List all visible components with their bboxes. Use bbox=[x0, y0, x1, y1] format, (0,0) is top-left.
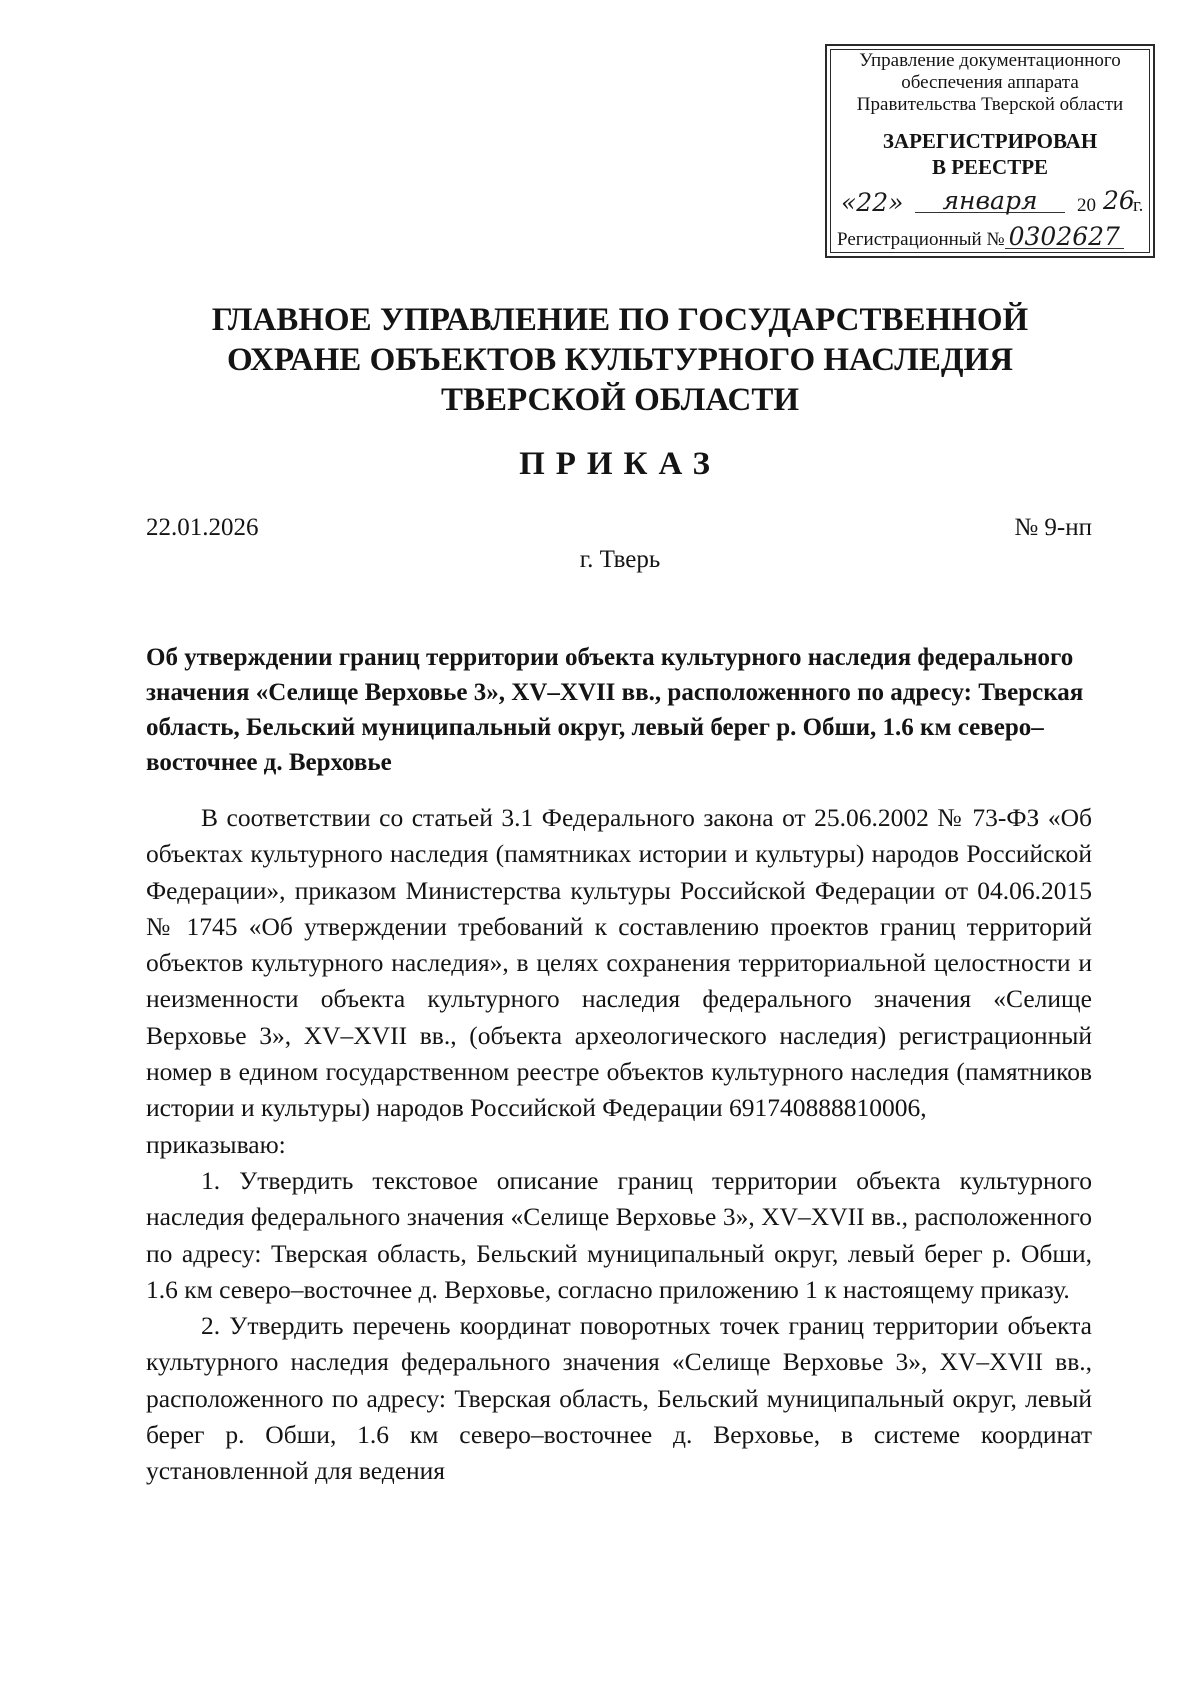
document-date: 22.01.2026 bbox=[146, 514, 259, 541]
stamp-organization bbox=[827, 50, 1153, 116]
document-type: ПРИКАЗ bbox=[519, 446, 721, 482]
stamp-number-value: 0302627 bbox=[1005, 226, 1124, 249]
stamp-registered-text bbox=[827, 128, 1153, 180]
stamp-registration-number bbox=[837, 222, 1143, 251]
document-city: г. Тверь bbox=[579, 546, 661, 573]
stamp-registered-line-2: В РЕЕСТРЕ bbox=[931, 155, 1049, 179]
body-order-word: приказываю: bbox=[146, 1129, 286, 1159]
agency-title-line-3: ТВЕРСКОЙ ОБЛАСТИ bbox=[440, 382, 800, 418]
stamp-org-line-3: Правительства Тверской области bbox=[856, 94, 1124, 115]
agency-title-line-1: ГЛАВНОЕ УПРАВЛЕНИЕ ПО ГОСУДАРСТВЕННОЙ bbox=[211, 302, 1029, 338]
body-item-1: 1. Утвердить текстовое описание границ территории объекта культурного наследия федерального значения «Селище Верховье 3», XV–XVII вв., расположенного по адресу: Тверская область, Бельский муниципальный округ, левый берег р. Обши, 1.6 км северо–восточнее д. Верховье, согласно приложению 1 к настоящему приказу. bbox=[146, 1165, 1092, 1304]
stamp-registered-line-1: ЗАРЕГИСТРИРОВАН bbox=[882, 129, 1098, 153]
agency-title-line-2: ОХРАНЕ ОБЪЕКТОВ КУЛЬТУРНОГО НАСЛЕДИЯ bbox=[226, 342, 1014, 378]
stamp-date bbox=[841, 186, 1144, 222]
document-number: № 9-нп bbox=[1014, 514, 1092, 541]
stamp-year-suffix: 26 bbox=[1103, 186, 1135, 215]
stamp-year-unit: г. bbox=[1133, 195, 1144, 216]
stamp-org-line-2: обеспечения аппарата bbox=[901, 72, 1079, 93]
stamp-year-prefix: 20 bbox=[1077, 195, 1096, 216]
body-preamble: В соответствии со статьей 3.1 Федерального закона от 25.06.2002 № 73-ФЗ «Об объектах культурного наследия (памятниках истории и культуры) народов Российской Федерации», приказом Министерства культуры Российской Федерации от 04.06.2015 № 1745 «Об утверждении требований к составлению проектов границ территорий объектов культурного наследия», в целях сохранения территориальной целостности и неизменности объекта культурного наследия федерального значения «Селище Верховье 3», XV–XVII вв., (объекта археологического наследия) регистрационный номер в едином государственном реестре объектов культурного наследия (памятников истории и культуры) народов Российской Федерации 691740888810006, bbox=[146, 803, 1092, 1123]
stamp-org-line-1: Управление документационного bbox=[859, 50, 1121, 71]
document-body bbox=[146, 800, 1092, 1490]
agency-title bbox=[130, 300, 1110, 420]
document-subject: Об утверждении границ территории объекта культурного наследия федерального значения «Селище Верховье 3», XV–XVII вв., расположенного по адресу: Тверская область, Бельский муниципальный округ, левый берег р. Обши, 1.6 км северо–восточнее д. Верховье bbox=[146, 644, 1084, 776]
registration-stamp bbox=[825, 44, 1155, 258]
body-item-2: 2. Утвердить перечень координат поворотных точек границ территории объекта культурного наследия федерального значения «Селище Верховье 3», XV–XVII вв., расположенного по адресу: Тверская область, Бельский муниципальный округ, левый берег р. Обши, 1.6 км северо–восточнее д. Верховье, в системе координат установленной для ведения bbox=[146, 1311, 1092, 1486]
stamp-day: «22» bbox=[841, 188, 904, 217]
stamp-month: января bbox=[915, 190, 1065, 213]
stamp-number-label: Регистрационный № bbox=[837, 229, 1005, 250]
